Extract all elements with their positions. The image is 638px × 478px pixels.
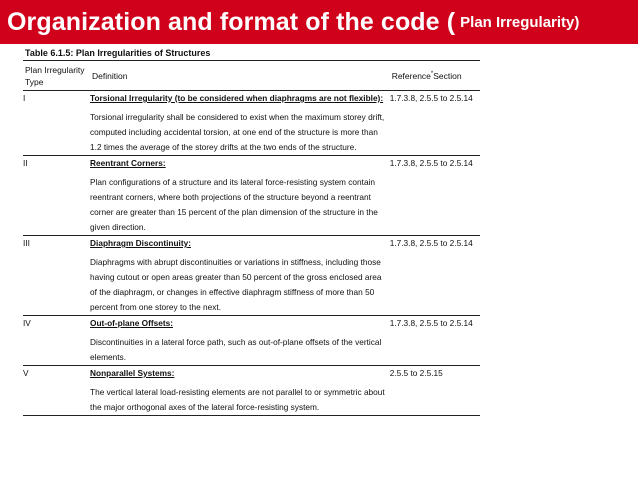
row-title: Out-of-plane Offsets: (90, 318, 173, 328)
table-caption: Table 6.1.5: Plan Irregularities of Structures (25, 48, 211, 58)
row-definition (90, 236, 390, 316)
header-type: Plan Irregularity Type (23, 61, 90, 91)
plan-irregularities-table (23, 60, 480, 416)
row-reference: 1.7.3.8, 2.5.5 to 2.5.14 (389, 158, 473, 168)
row-reference: 2.5.5 to 2.5.15 (389, 368, 443, 378)
table-row (23, 236, 480, 316)
row-text: Diaphragms with abrupt discontinuities or variations in stiffness, including those having cutout or open areas greater than 50 percent of the gross enclosed area of the diaphragm, or changes in effective diaphragm stiffness of more than 50 percent from one storey to the next. (90, 257, 382, 312)
row-text: Torsional irregularity shall be considered to exist when the maximum storey drift, computed including accidental torsion, at one end of the structure is more than 1.2 times the average of the storey drifts at the two ends of the structure. (90, 112, 385, 152)
header-reference-footnote-mark: * (430, 71, 434, 77)
row-title: Torsional Irregularity (to be considered when diaphragms are not flexible): (90, 93, 384, 103)
slide-title: Organization and format of the code ( (7, 7, 456, 36)
row-definition (90, 316, 390, 366)
row-type: III (23, 238, 30, 248)
row-reference: 1.7.3.8, 2.5.5 to 2.5.14 (389, 318, 473, 328)
row-title: Nonparallel Systems: (90, 368, 175, 378)
row-text: Discontinuities in a lateral force path, such as out-of-plane offsets of the vertical elements. (90, 337, 382, 362)
table-row (23, 91, 480, 156)
header-reference-label: Reference (391, 71, 431, 81)
row-definition (90, 156, 390, 236)
row-type: II (23, 158, 28, 168)
row-definition (90, 91, 390, 156)
row-reference: 1.7.3.8, 2.5.5 to 2.5.14 (389, 93, 473, 103)
table-row (23, 156, 480, 236)
table-row (23, 316, 480, 366)
table-header-row (23, 61, 480, 91)
row-type: V (23, 368, 29, 378)
header-definition: Definition (90, 61, 390, 91)
row-reference: 1.7.3.8, 2.5.5 to 2.5.14 (389, 238, 473, 248)
row-title: Diaphragm Discontinuity: (90, 238, 191, 248)
header-reference (390, 61, 480, 91)
table-row (23, 366, 480, 416)
row-text: The vertical lateral load-resisting elements are not parallel to or symmetric about the major orthogonal axes of the lateral force-resisting system. (90, 387, 385, 412)
slide-title-bar (0, 0, 638, 44)
slide-subtitle: Plan Irregularity) (460, 13, 580, 31)
row-definition (90, 366, 390, 416)
row-type: IV (23, 318, 31, 328)
header-reference-section: Section (433, 71, 462, 81)
row-text: Plan configurations of a structure and its lateral force-resisting system contain reentrant corners, where both projections of the structure beyond a reentrant corner are greater than 15 percent of the plan dimension of the structure in the given direction. (90, 177, 378, 232)
row-type: I (23, 93, 26, 103)
row-title: Reentrant Corners: (90, 158, 166, 168)
